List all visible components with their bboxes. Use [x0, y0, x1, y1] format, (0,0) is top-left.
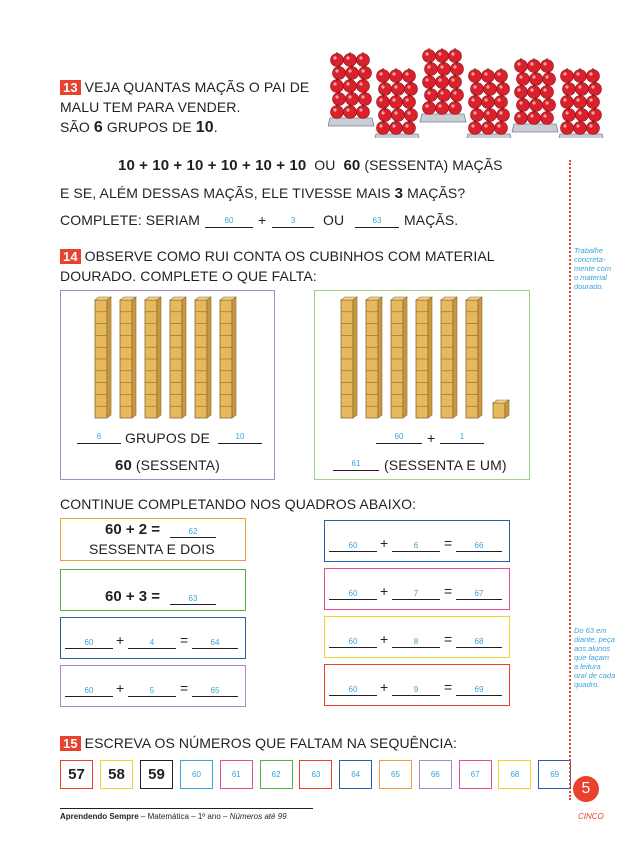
box1-ten-rod-3	[145, 297, 161, 418]
left-box-62-blank[interactable]	[170, 537, 216, 538]
ex13-sum-text: (SESSENTA) MAÇÃS	[364, 157, 503, 173]
teacher-note-1: Trabalhe concreta- mente com o material dourado.	[574, 246, 612, 291]
equation-answer-c-66: 66	[474, 541, 484, 550]
equation-plus-69: +	[380, 679, 389, 695]
sequence-box-62[interactable]: 62	[260, 760, 293, 789]
ex15-number: 15	[60, 736, 81, 751]
equation-answer-a-66: 60	[348, 541, 358, 550]
tens-rods-6-plus-unit	[337, 296, 517, 424]
ex13-answer-2: 3	[290, 216, 296, 225]
ex13-blank-2[interactable]	[272, 227, 314, 228]
ex14-number: 14	[60, 249, 81, 264]
equation-answer-a-65: 60	[84, 686, 94, 695]
ex13-plus: +	[258, 212, 267, 228]
equation-blank-a-64[interactable]	[65, 648, 113, 649]
ex14-blank-groups[interactable]	[77, 443, 121, 444]
ex14-answer-tens: 60	[394, 432, 404, 441]
left-box-62-expr: 60 + 2 =	[105, 521, 161, 538]
box1-ten-rod-2	[120, 297, 136, 418]
equation-answer-b-69: 9	[413, 685, 419, 694]
box1-ten-rod-1	[95, 297, 111, 418]
equation-blank-c-69[interactable]	[456, 695, 502, 696]
equation-equals-68: =	[444, 631, 453, 647]
box2-unit-cube	[493, 400, 509, 418]
box2-ten-rod-3	[391, 297, 407, 418]
ex14-answer-unit: 1	[459, 432, 465, 441]
left-box-63-blank[interactable]	[170, 604, 216, 605]
equation-blank-b-67[interactable]	[392, 599, 440, 600]
equation-blank-c-68[interactable]	[456, 647, 502, 648]
box1-ten-rod-4	[170, 297, 186, 418]
ex13-statement	[60, 77, 309, 138]
sequence-box-66[interactable]: 66	[419, 760, 452, 789]
ex14-box-sixty	[60, 290, 275, 480]
ex15-line1: ESCREVA OS NÚMEROS QUE FALTAM NA SEQUÊNCIA:	[84, 735, 457, 751]
ex15-statement	[60, 735, 457, 751]
equation-answer-b-64: 4	[149, 638, 155, 647]
equation-plus-66: +	[380, 535, 389, 551]
ex14-blank-total[interactable]	[333, 470, 379, 471]
sequence-box-60[interactable]: 60	[180, 760, 213, 789]
footer-page-word: CINCO	[578, 812, 604, 821]
equation-equals-66: =	[444, 535, 453, 551]
ex13-answer-1: 60	[224, 216, 234, 225]
equation-equals-69: =	[444, 679, 453, 695]
equation-blank-a-65[interactable]	[65, 696, 113, 697]
footer-text: Aprendendo Sempre – Matemática – 1º ano – Números até 99	[60, 812, 287, 821]
equation-blank-c-65[interactable]	[192, 696, 238, 697]
ex13-sum-expression: 10 + 10 + 10 + 10 + 10 + 10	[118, 157, 307, 174]
ex14-statement	[60, 246, 495, 286]
equation-blank-a-69[interactable]	[329, 695, 377, 696]
ex14-sixty-total: 60 (SESSENTA)	[115, 457, 220, 474]
ex13-line2: MALU TEM PARA VENDER.	[60, 99, 241, 115]
equation-blank-a-66[interactable]	[329, 551, 377, 552]
footer-rule	[60, 808, 313, 809]
ex13-blank-1[interactable]	[205, 227, 253, 228]
ex14-answer-ten: 10	[235, 432, 245, 441]
apple-crates-illustration	[328, 42, 608, 138]
sequence-box-63[interactable]: 63	[299, 760, 332, 789]
sequence-box-69[interactable]: 69	[538, 760, 571, 789]
equation-blank-c-66[interactable]	[456, 551, 502, 552]
equation-answer-c-65: 65	[210, 686, 220, 695]
box2-ten-rod-5	[441, 297, 457, 418]
equation-blank-c-64[interactable]	[192, 648, 238, 649]
equation-answer-c-64: 64	[210, 638, 220, 647]
equation-plus-67: +	[380, 583, 389, 599]
box2-ten-rod-1	[341, 297, 357, 418]
apple-crate-2	[374, 68, 420, 138]
ex13-line1: VEJA QUANTAS MAÇÃS O PAI DE	[84, 79, 310, 95]
box2-ten-rod-6	[466, 297, 482, 418]
ex13-line3: SÃO 6 GRUPOS DE 10.	[60, 119, 218, 136]
left-box-63-expr: 60 + 3 =	[105, 588, 161, 605]
left-box-62-words: SESSENTA E DOIS	[89, 541, 215, 557]
ex13-blank-3[interactable]	[355, 227, 399, 228]
margin-dotted-line	[569, 160, 571, 800]
ex13-complete-label: COMPLETE: SERIAM	[60, 212, 201, 228]
sequence-given-57: 57	[60, 760, 93, 789]
sequence-box-61[interactable]: 61	[220, 760, 253, 789]
ex13-sum-total: 60	[343, 157, 361, 174]
equation-plus-65: +	[116, 680, 125, 696]
ex14-blank-unit[interactable]	[440, 443, 484, 444]
ex14-blank-ten[interactable]	[218, 443, 262, 444]
equation-answer-a-67: 60	[348, 589, 358, 598]
ex13-sum	[118, 157, 503, 174]
equation-blank-b-68[interactable]	[392, 647, 440, 648]
equation-plus-68: +	[380, 631, 389, 647]
apple-crate-1	[328, 52, 374, 126]
ex14-grupos-de: GRUPOS DE	[125, 430, 210, 446]
ex14-answer-groups: 6	[96, 432, 102, 441]
box1-ten-rod-5	[195, 297, 211, 418]
equation-blank-b-69[interactable]	[392, 695, 440, 696]
sequence-box-65[interactable]: 65	[379, 760, 412, 789]
ex14-plus: +	[427, 430, 436, 446]
equation-blank-b-65[interactable]	[128, 696, 176, 697]
equation-answer-a-64: 60	[84, 638, 94, 647]
teacher-note-2: Do 63 em diante, peça aos alunos que façam a leitura oral de cada quadro.	[574, 626, 616, 689]
box2-ten-rod-2	[366, 297, 382, 418]
page-number-badge: 5	[573, 776, 599, 802]
ex13-question: E SE, ALÉM DESSAS MAÇÃS, ELE TIVESSE MAIS 3 MAÇÃS?	[60, 185, 466, 202]
sequence-given-58: 58	[100, 760, 133, 789]
equation-answer-c-67: 67	[474, 589, 484, 598]
equation-blank-b-64[interactable]	[128, 648, 176, 649]
equation-answer-a-68: 60	[348, 637, 358, 646]
ex13-number: 13	[60, 80, 81, 95]
left-box-63-answer: 63	[188, 594, 198, 603]
ex14-line2: DOURADO. COMPLETE O QUE FALTA:	[60, 268, 317, 284]
equation-equals-67: =	[444, 583, 453, 599]
equation-equals-65: =	[180, 680, 189, 696]
equation-blank-c-67[interactable]	[456, 599, 502, 600]
continue-title: CONTINUE COMPLETANDO NOS QUADROS ABAIXO:	[60, 496, 417, 512]
apple-crate-5	[512, 58, 558, 132]
ex13-ou: OU	[323, 212, 345, 228]
box1-ten-rod-6	[220, 297, 236, 418]
equation-equals-64: =	[180, 632, 189, 648]
ex13-sum-ou: OU	[314, 157, 336, 173]
equation-blank-a-67[interactable]	[329, 599, 377, 600]
sequence-given-59: 59	[140, 760, 173, 789]
tens-rods-6	[91, 296, 251, 424]
ex13-answer-3: 63	[372, 216, 382, 225]
equation-answer-c-68: 68	[474, 637, 484, 646]
ex14-blank-tens[interactable]	[376, 443, 422, 444]
ex14-line1: OBSERVE COMO RUI CONTA OS CUBINHOS COM MATERIAL	[84, 248, 495, 264]
equation-answer-b-66: 6	[413, 541, 419, 550]
sequence-box-67[interactable]: 67	[459, 760, 492, 789]
ex14-sixty-one-text: (SESSENTA E UM)	[384, 457, 507, 473]
box2-ten-rod-4	[416, 297, 432, 418]
equation-plus-64: +	[116, 632, 125, 648]
sequence-box-64[interactable]: 64	[339, 760, 372, 789]
ex13-macas: MAÇÃS.	[404, 212, 459, 228]
apple-crate-3	[420, 48, 466, 122]
ex14-box-sixty-one	[314, 290, 530, 480]
equation-answer-c-69: 69	[474, 685, 484, 694]
left-box-62-answer: 62	[188, 527, 198, 536]
apple-crate-4	[466, 68, 512, 138]
equation-answer-b-65: 5	[149, 686, 155, 695]
equation-answer-a-69: 60	[348, 685, 358, 694]
ex14-answer-total: 61	[351, 459, 361, 468]
equation-answer-b-68: 8	[413, 637, 419, 646]
equation-answer-b-67: 7	[413, 589, 419, 598]
equation-blank-a-68[interactable]	[329, 647, 377, 648]
sequence-box-68[interactable]: 68	[498, 760, 531, 789]
equation-blank-b-66[interactable]	[392, 551, 440, 552]
apple-crate-6	[558, 68, 604, 138]
